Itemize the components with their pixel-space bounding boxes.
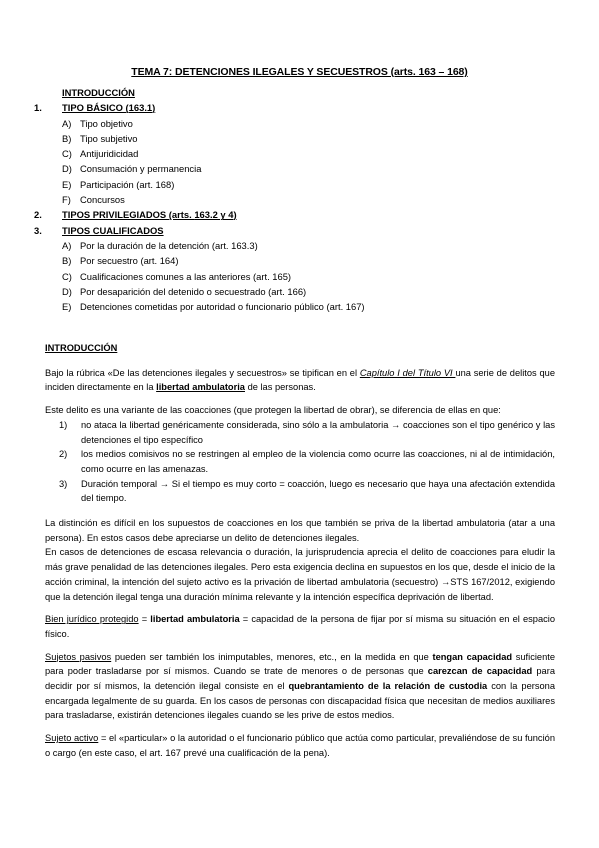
- toc-item: B) Por secuestro (art. 164): [62, 255, 179, 267]
- list-item: 3) Duración temporal → Si el tiempo es muy corto = coacción, luego es necesario que haya una afectación extendida del tiempo.: [59, 478, 555, 504]
- toc-section-label: TIPOS CUALIFICADOS: [62, 224, 164, 236]
- toc-section-label: TIPOS PRIVILEGIADOS (arts. 163.2 y 4): [62, 209, 237, 221]
- toc-item: C) Cualificaciones comunes a las anteriores (art. 165): [62, 270, 292, 282]
- toc-section-number: 1.: [34, 102, 42, 114]
- paragraph-sujeto-activo: Sujeto activo = el «particular» o la autoridad o el funcionario público que actúa como particular, prevaliéndose de su función o cargo (en este caso, el art. 167 prevé una cualificación de la pena).: [45, 733, 555, 758]
- toc-section-number: 3.: [34, 224, 42, 236]
- toc-item: B) Tipo subjetivo: [62, 132, 138, 144]
- toc-section-1: [34, 100, 365, 115]
- toc-item: A) Por la duración de la detención (art. 163.3): [62, 239, 258, 251]
- paragraph-variante: Este delito es una variante de las coacciones (que protegen la libertad de obrar), se diferencia de ellas en que:: [45, 405, 501, 416]
- toc-item: A) Tipo objetivo: [62, 117, 133, 129]
- paragraph-jurisprudencia: En casos de detenciones de escasa relevancia o duración, la jurisprudencia aprecia el delito de coacciones para eludir la más grave penalidad de las detenciones ilegales. Pero esta exigencia declina en supuestos en los que, desde el inicio de la acción criminal, la intención del sujeto activo es la privación de libertad ambulatoria (secuestro) →STS 167/2012, exigiendo que la detención ilegal tenga una duración mínima relevante y la intención específica deprivación de libertad.: [45, 547, 555, 602]
- toc-item: D) Consumación y permanencia: [62, 163, 202, 175]
- difference-list: [45, 418, 555, 506]
- toc-item: E) Detenciones cometidas por autoridad o funcionario público (art. 167): [62, 301, 365, 313]
- toc-intro-label: INTRODUCCIÓN: [62, 87, 135, 98]
- list-item: 2) los medios comisivos no se restringen al empleo de la violencia como ocurre las coacciones, ni al de intimidación, como ocurre en las amenazas.: [59, 449, 555, 474]
- toc-section-label: TIPO BÁSICO (163.1): [62, 102, 156, 114]
- paragraph-sujetos-pasivos: Sujetos pasivos pueden ser también los inimputables, menores, etc., en la medida en que tengan capacidad suficiente para poder trasladarse por sí mismos. Cuando se trate de menores o de personas que carezcan de capacidad para decidir por sí mismos, la detención ilegal consiste en el quebrantamiento de la relación de custodia con la persona encargada legalmente de su guarda. En los casos de personas con discapacidad física que necesitan de medios auxiliares para trasladarse, existirán detenciones ilegales cuando se les prive de estos medios.: [45, 651, 555, 721]
- toc-item: C) Antijuridicidad: [62, 148, 139, 160]
- section-heading: INTRODUCCIÓN: [45, 343, 118, 353]
- toc-section-3: [34, 223, 365, 238]
- paragraph-bien-juridico: Bien jurídico protegido = libertad ambulatoria = capacidad de la persona de fijar por sí misma su situación en el espacio físico.: [45, 614, 556, 639]
- list-item: 1) no ataca la libertad genéricamente considerada, sino sólo a la ambulatoria → coacciones son el tipo genérico y las detenciones el tipo específico: [59, 419, 555, 445]
- toc-section-number: 2.: [34, 209, 42, 221]
- paragraph-distincion: La distinción es difícil en los supuestos de coacciones en los que también se priva de la libertad ambulatoria (atar a una persona). En estos casos debe apreciarse un delito de detenciones ilegales.: [45, 518, 555, 543]
- toc-section-2: [34, 207, 365, 222]
- toc-intro: [34, 85, 365, 100]
- toc-item: E) Participación (art. 168): [62, 178, 175, 190]
- toc-item: F) Concursos: [62, 194, 125, 206]
- table-of-contents: [34, 85, 365, 314]
- toc-item: D) Por desaparición del detenido o secuestrado (art. 166): [62, 285, 307, 297]
- document-title: TEMA 7: DETENCIONES ILEGALES Y SECUESTROS (arts. 163 – 168): [131, 66, 468, 78]
- paragraph-rubrica: Bajo la rúbrica «De las detenciones ilegales y secuestros» se tipifican en el Capítulo I del Título VI una serie de delitos que inciden directamente en la libertad ambulatoria de las personas.: [45, 367, 555, 393]
- document-body: [45, 341, 555, 769]
